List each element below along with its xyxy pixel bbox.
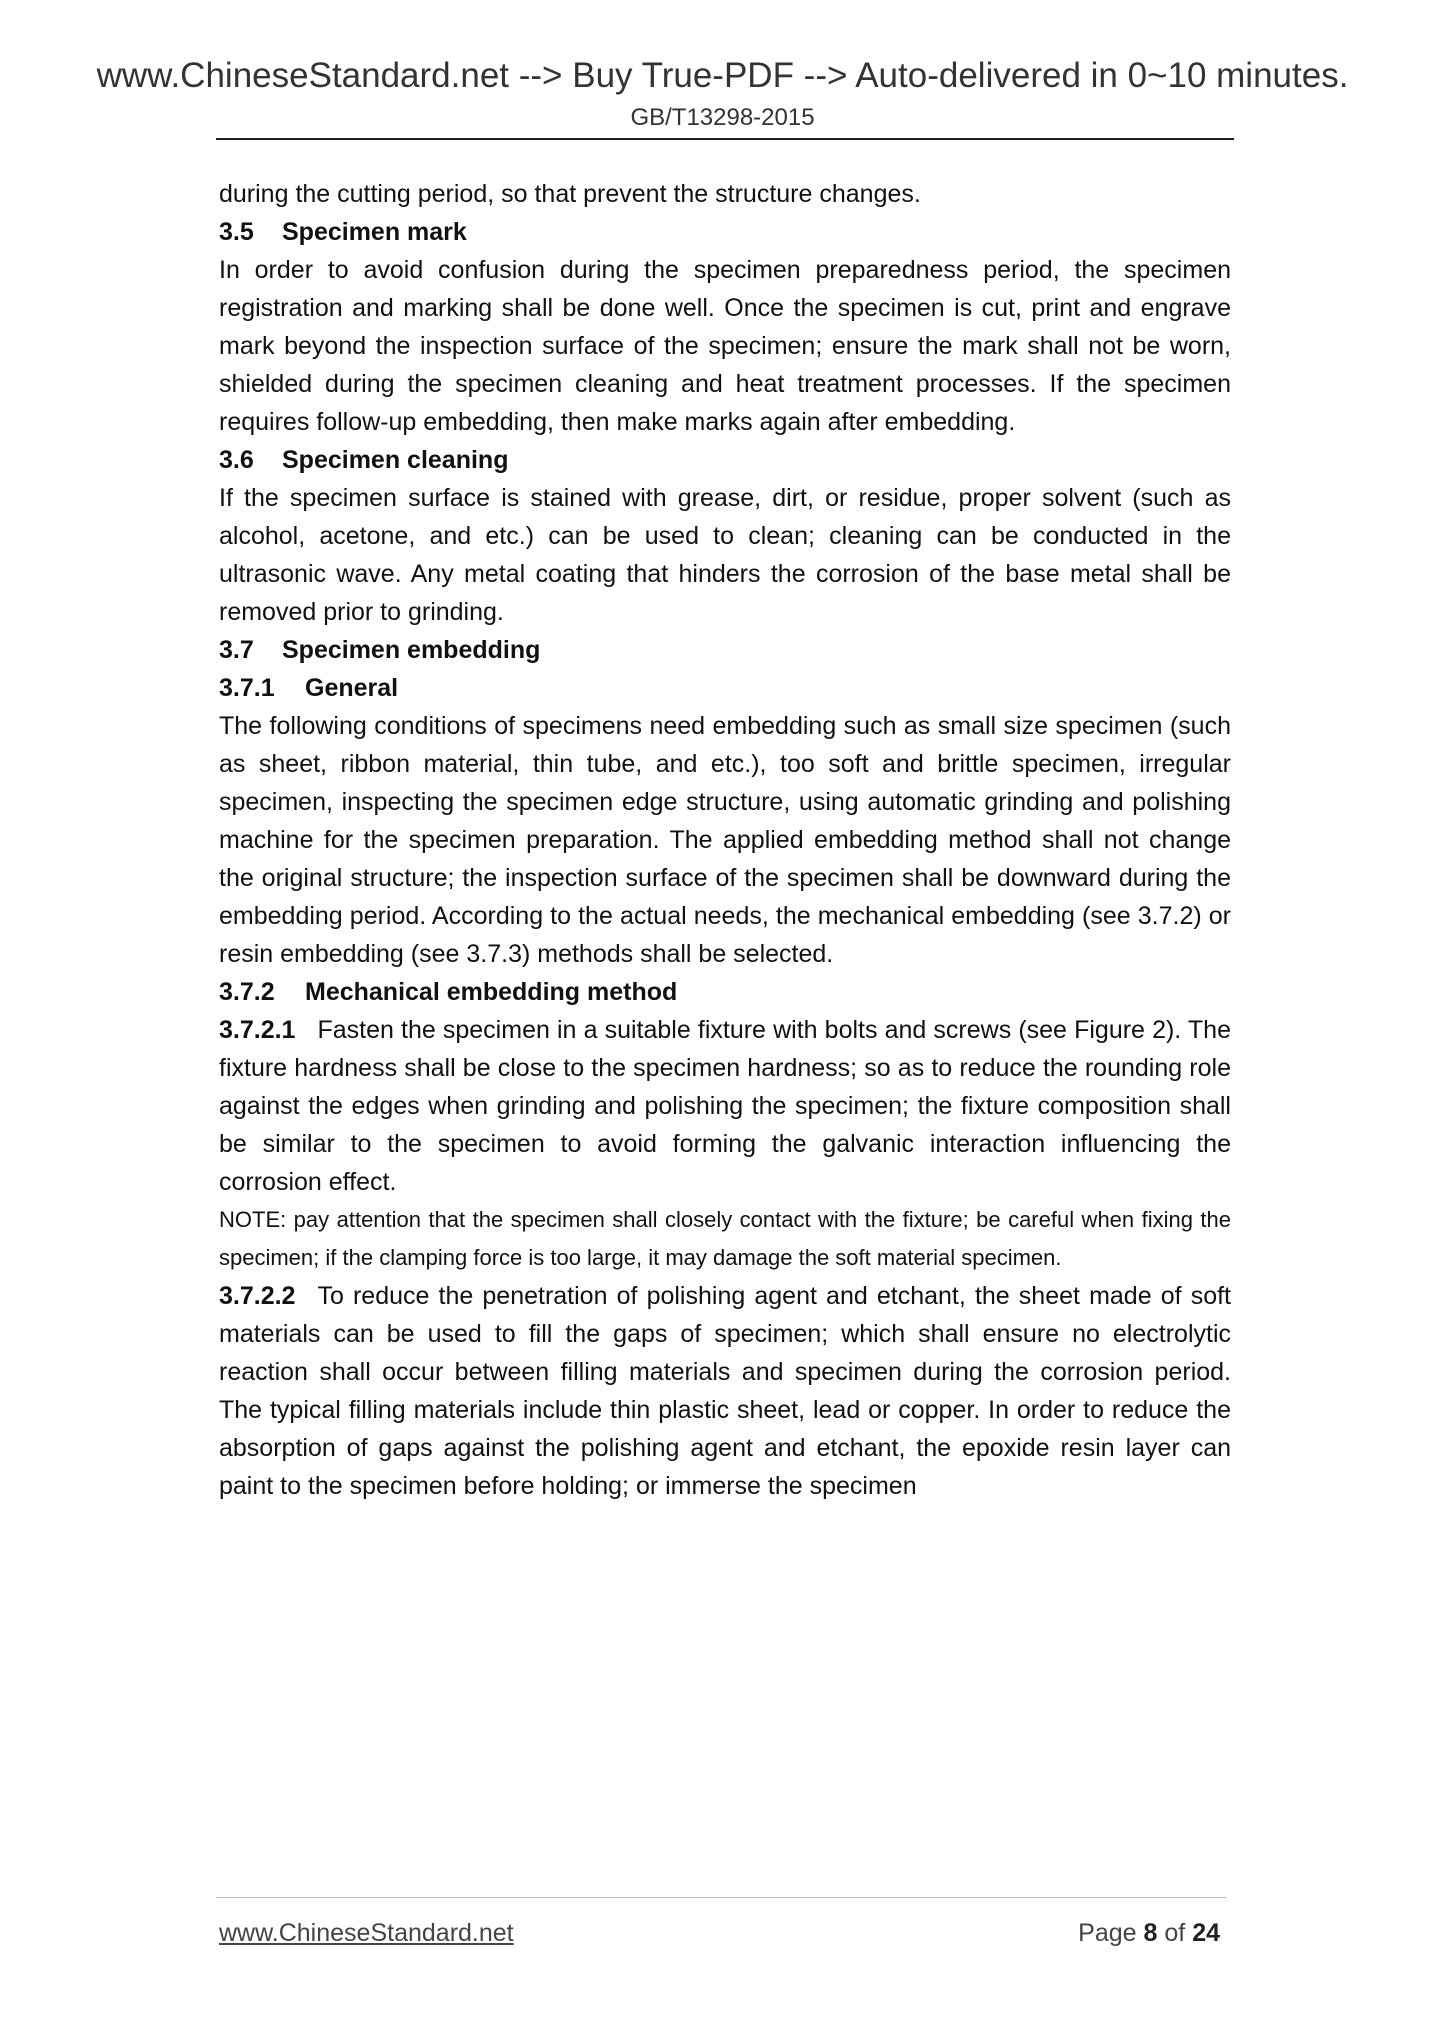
clause-number: 3.7.2.2 — [219, 1282, 296, 1310]
clause-text: To reduce the penetration of polishing agent and etchant, the sheet made of soft materials can be used to fill the gaps of specimen; which shall ensure no electrolytic reaction shall occur between filling materials and specimen during the corrosion period. The typical filling materials include thin plastic sheet, lead or copper. In order to reduce the absorption of gaps against the polishing agent and etchant, the epoxide resin layer can paint to the specimen before holding; or immerse the specimen — [219, 1282, 1231, 1500]
section-number: 3.6 — [219, 446, 254, 474]
clause-3-7-2-1 — [219, 1011, 1231, 1201]
paragraph-3-5: In order to avoid confusion during the specimen preparedness period, the specimen registration and marking shall be done well. Once the specimen is cut, print and engrave mark beyond the inspection surface of the specimen; ensure the mark shall not be worn, shielded during the specimen cleaning and heat treatment processes. If the specimen requires follow-up embedding, then make marks again after embedding. — [219, 256, 1231, 436]
page-of: of — [1164, 1919, 1186, 1947]
note-paragraph: NOTE: pay attention that the specimen shall closely contact with the fixture; be careful when fixing the specimen; if the clamping force is too large, it may damage the soft material specimen. — [219, 1207, 1231, 1270]
section-title: Specimen cleaning — [282, 446, 509, 474]
page-current: 8 — [1143, 1919, 1158, 1947]
paragraph-3-6: If the specimen surface is stained with grease, dirt, or residue, proper solvent (such as alcohol, acetone, and etc.) can be used to clean; cleaning can be conducted in the ultrasonic wave. Any metal coating that hinders the corrosion of the base metal shall be removed prior to grinding. — [219, 484, 1231, 626]
section-title: Specimen mark — [282, 218, 467, 246]
paragraph-3-7-1: The following conditions of specimens need embedding such as small size specimen (such as sheet, ribbon material, thin tube, and etc.), too soft and brittle specimen, irregular specimen, inspecting the specimen edge structure, using automatic grinding and polishing machine for the specimen preparation. The applied embedding method shall not change the original structure; the inspection surface of the specimen shall be downward during the embedding period. According to the actual needs, the mechanical embedding (see 3.7.2) or resin embedding (see 3.7.3) methods shall be selected. — [219, 712, 1231, 968]
heading-3-7-2 — [219, 973, 1231, 1011]
section-number: 3.7.1 — [219, 674, 275, 702]
section-title: Specimen embedding — [282, 636, 541, 664]
footer-site-link[interactable]: www.ChineseStandard.net — [219, 1919, 514, 1947]
section-number: 3.5 — [219, 218, 254, 246]
heading-3-5 — [219, 213, 1231, 251]
page-indicator — [1078, 1919, 1220, 1948]
heading-3-7-1 — [219, 669, 1231, 707]
footer-rule — [216, 1897, 1226, 1898]
heading-3-7 — [219, 631, 1231, 669]
section-title: Mechanical embedding method — [305, 978, 678, 1006]
section-number: 3.7 — [219, 636, 254, 664]
clause-number: 3.7.2.1 — [219, 1016, 296, 1044]
header-banner: www.ChineseStandard.net --> Buy True-PDF --> Auto-delivered in 0~10 minutes. — [96, 56, 1349, 95]
heading-3-6 — [219, 441, 1231, 479]
page-label: Page — [1078, 1919, 1137, 1947]
page-content — [219, 175, 1231, 1505]
document-number: GB/T13298-2015 — [630, 104, 815, 131]
clause-3-7-2-2 — [219, 1277, 1231, 1505]
page-total: 24 — [1192, 1919, 1220, 1947]
section-title: General — [305, 674, 399, 702]
header-rule — [216, 138, 1234, 140]
clause-text: Fasten the specimen in a suitable fixture with bolts and screws (see Figure 2). The fixture hardness shall be close to the specimen hardness; so as to reduce the rounding role against the edges when grinding and polishing the specimen; the fixture composition shall be similar to the specimen to avoid forming the galvanic interaction influencing the corrosion effect. — [219, 1016, 1231, 1196]
continued-paragraph: during the cutting period, so that prevent the structure changes. — [219, 180, 921, 208]
section-number: 3.7.2 — [219, 978, 275, 1006]
